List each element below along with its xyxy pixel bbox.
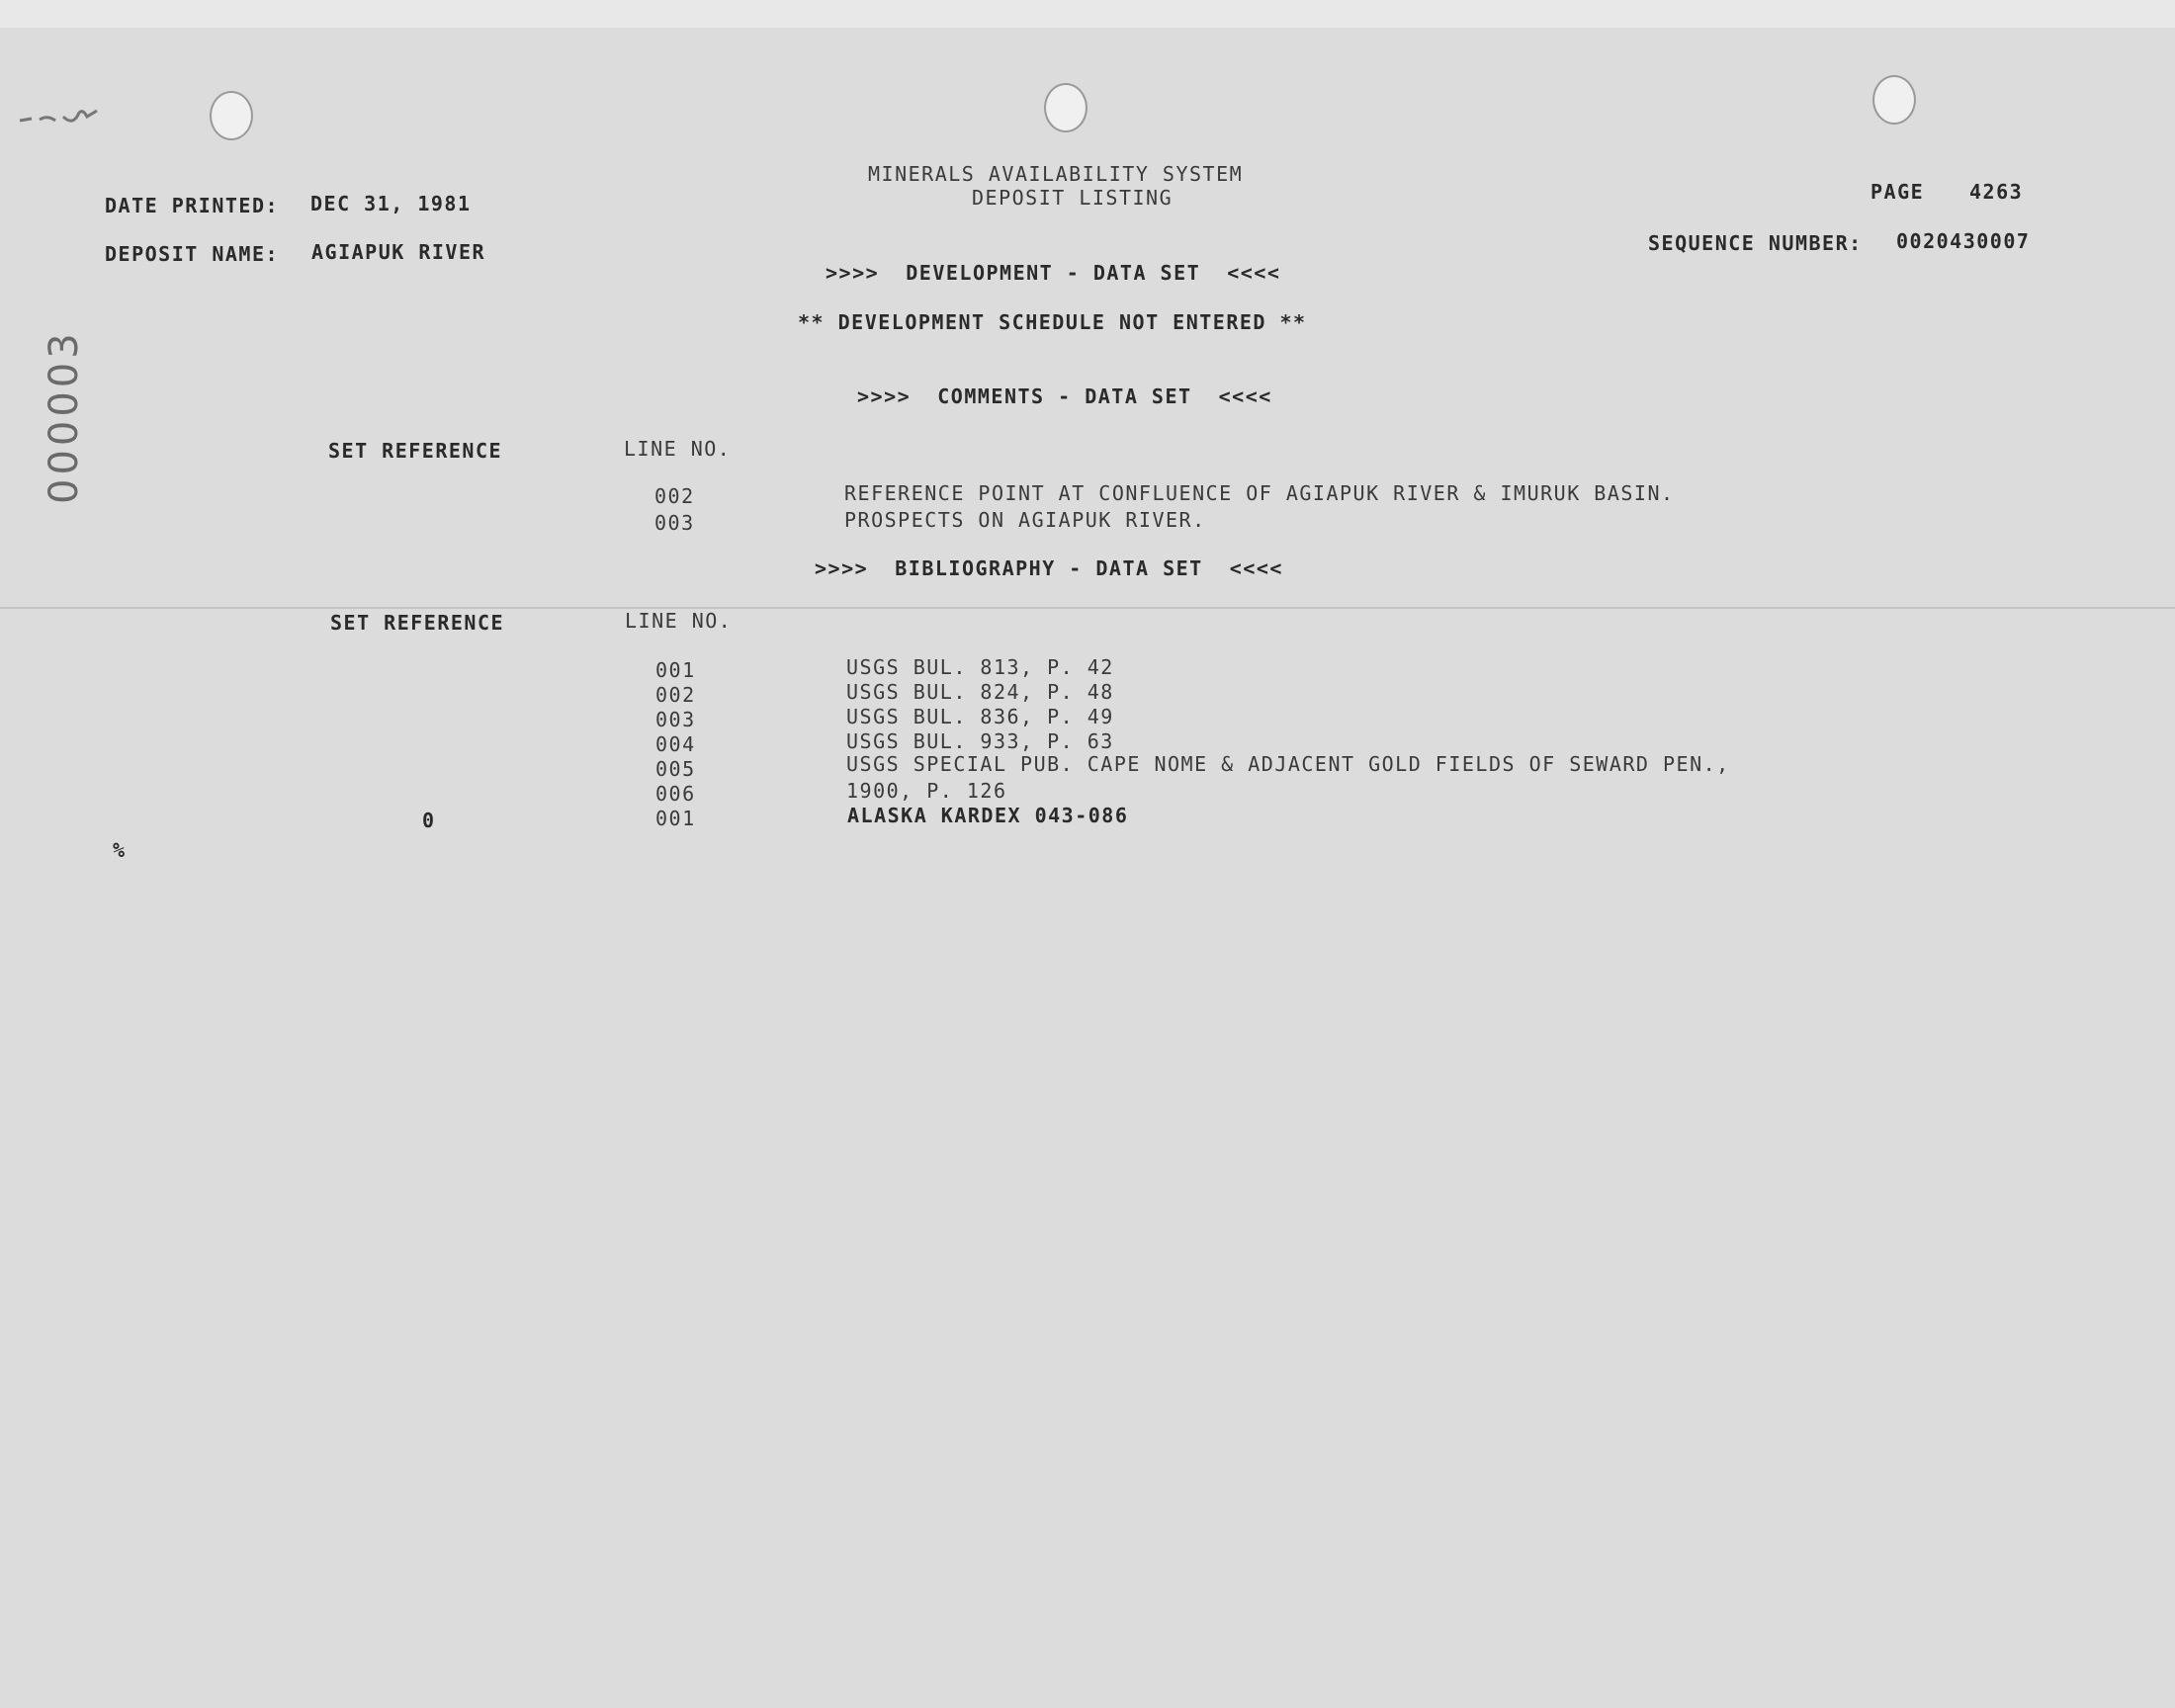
comments-col-set-reference: SET REFERENCE <box>328 439 503 463</box>
comment-text: PROSPECTS ON AGIAPUK RIVER. <box>844 508 1206 532</box>
bibliography-entry: USGS BUL. 933, P. 63 <box>846 729 1114 753</box>
bibliography-line-number: 001 <box>655 807 696 830</box>
comment-line-number: 003 <box>654 511 695 535</box>
comments-col-line-no: LINE NO. <box>624 437 732 461</box>
comment-text: REFERENCE POINT AT CONFLUENCE OF AGIAPUK RIVER & IMURUK BASIN. <box>844 481 1675 505</box>
sequence-number-label: SEQUENCE NUMBER: <box>1648 231 1863 255</box>
date-printed-label: DATE PRINTED: <box>105 194 280 217</box>
sheet-number-stamp: 000003 <box>42 329 87 504</box>
punch-hole-right <box>1872 75 1916 125</box>
punch-hole-center <box>1044 83 1088 132</box>
page-number: 4263 <box>1969 180 2024 204</box>
bibliography-entry: ALASKA KARDEX 043-086 <box>847 804 1129 827</box>
bibliography-line-number: 006 <box>655 782 696 806</box>
bibliography-col-set-reference: SET REFERENCE <box>330 611 505 635</box>
handwritten-mark <box>18 107 113 128</box>
bibliography-line-number: 001 <box>655 658 696 682</box>
date-printed-value: DEC 31, 1981 <box>310 192 472 215</box>
end-of-listing-marker: % <box>113 838 127 862</box>
bibliography-entry: USGS BUL. 824, P. 48 <box>846 680 1114 704</box>
paper-fold-line <box>0 607 2175 609</box>
comments-heading: >>>> COMMENTS - DATA SET <<<< <box>857 384 1272 408</box>
bibliography-entry: USGS SPECIAL PUB. CAPE NOME & ADJACENT GOLD FIELDS OF SEWARD PEN., <box>846 752 1730 776</box>
page-label: PAGE <box>1870 180 1925 204</box>
bibliography-line-number: 002 <box>655 683 696 707</box>
bibliography-heading: >>>> BIBLIOGRAPHY - DATA SET <<<< <box>815 556 1283 580</box>
system-title: MINERALS AVAILABILITY SYSTEM <box>868 162 1244 186</box>
sequence-number-value: 0020430007 <box>1896 229 2031 253</box>
bibliography-entry: USGS BUL. 813, P. 42 <box>846 655 1114 679</box>
development-notice: ** DEVELOPMENT SCHEDULE NOT ENTERED ** <box>798 310 1307 334</box>
bibliography-line-number: 004 <box>655 732 696 756</box>
comment-line-number: 002 <box>654 484 695 508</box>
bibliography-line-number: 005 <box>655 757 696 781</box>
bibliography-col-line-no: LINE NO. <box>625 609 733 633</box>
bibliography-entry: 1900, P. 126 <box>846 779 1007 803</box>
listing-title: DEPOSIT LISTING <box>972 186 1174 210</box>
bibliography-set-reference: 0 <box>422 809 436 832</box>
deposit-name-value: AGIAPUK RIVER <box>311 240 486 264</box>
deposit-name-label: DEPOSIT NAME: <box>105 242 280 266</box>
bibliography-line-number: 003 <box>655 708 696 731</box>
bibliography-entry: USGS BUL. 836, P. 49 <box>846 705 1114 728</box>
development-heading: >>>> DEVELOPMENT - DATA SET <<<< <box>826 261 1281 285</box>
punch-hole-left <box>210 91 253 140</box>
